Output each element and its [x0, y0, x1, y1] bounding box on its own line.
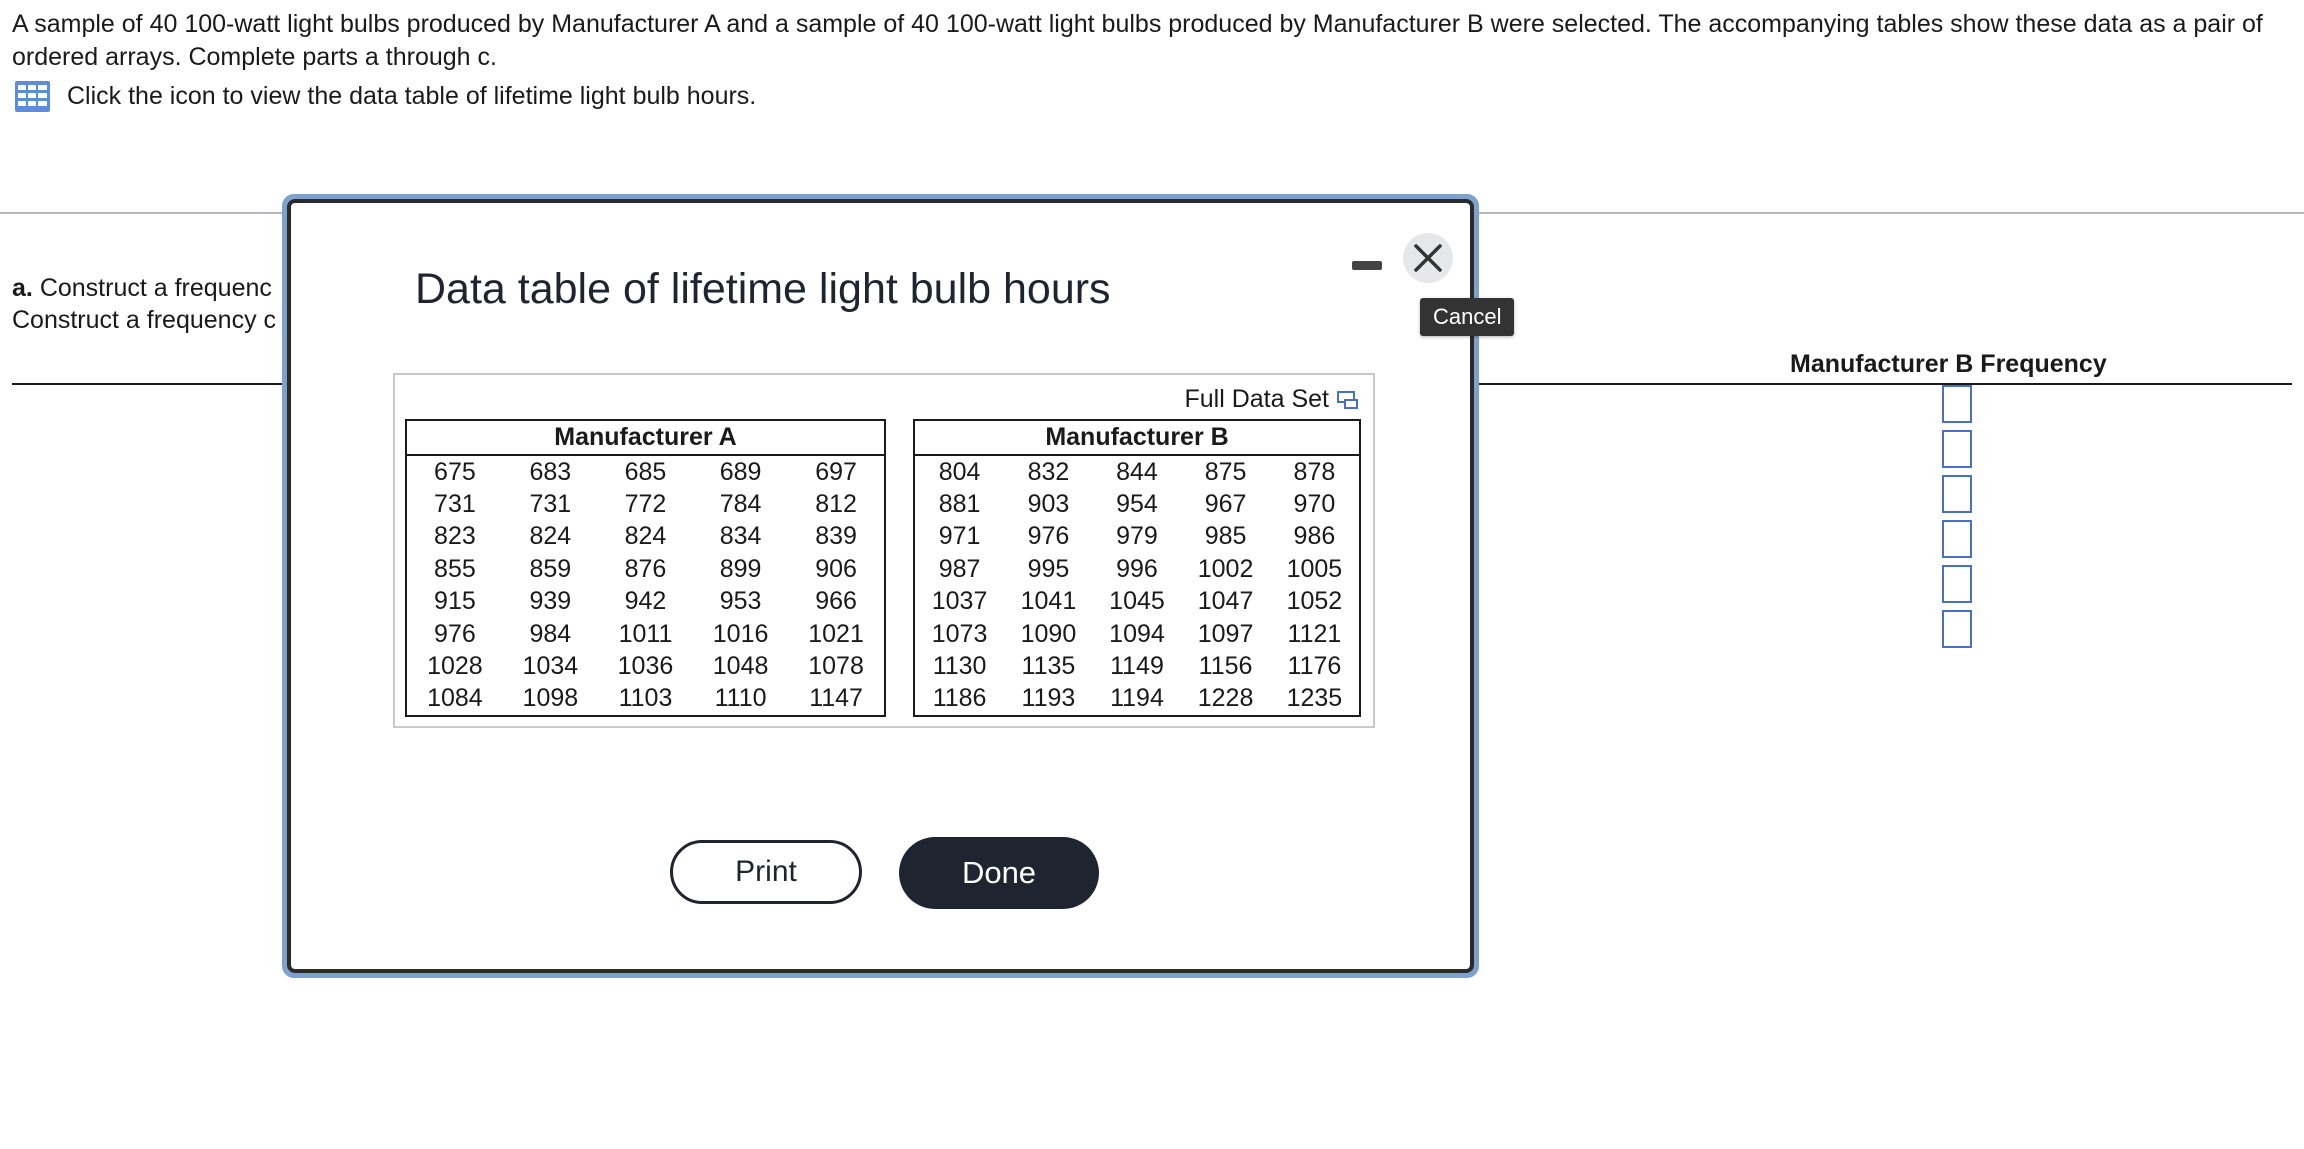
- table-row: [914, 521, 1360, 553]
- table-row: [406, 521, 885, 553]
- table-cell: 731: [434, 490, 476, 519]
- table-cell: 1149: [1110, 652, 1164, 681]
- table-cell: 784: [719, 490, 762, 519]
- full-data-set-link[interactable]: [1184, 385, 1359, 414]
- table-cell: 824: [624, 522, 667, 551]
- table-cell: 1041: [1020, 587, 1077, 616]
- table-cell: 875: [1204, 457, 1247, 486]
- table-cell: 986: [1293, 522, 1336, 551]
- table-cell: 1186: [932, 684, 987, 713]
- table-cell: 1176: [1287, 652, 1342, 681]
- table-row: [914, 488, 1360, 520]
- dialog-title: Data table of lifetime light bulb hours: [415, 265, 1111, 313]
- table-cell: 987: [938, 554, 981, 583]
- table-cell: 832: [1027, 457, 1070, 486]
- print-button[interactable]: Print: [670, 840, 862, 904]
- mfg-b-frequency-input[interactable]: [1942, 430, 1972, 468]
- table-row: [406, 650, 885, 682]
- table-cell: 1098: [522, 684, 579, 713]
- table-cell: 1016: [712, 619, 769, 648]
- table-cell: 1094: [1109, 619, 1165, 648]
- table-row: [406, 455, 885, 488]
- table-cell: 985: [1204, 522, 1247, 551]
- table-cell: 1097: [1197, 619, 1254, 648]
- table-cell: 1084: [427, 684, 483, 713]
- table-cell: 1090: [1020, 619, 1077, 648]
- mfg-b-frequency-input[interactable]: [1942, 385, 1972, 423]
- table-cell: 824: [529, 522, 572, 551]
- table-cell: 939: [529, 587, 572, 616]
- mfg-b-frequency-input[interactable]: [1942, 565, 1972, 603]
- table-cell: 685: [624, 457, 667, 486]
- table-cell: 834: [719, 522, 762, 551]
- table-row: [406, 683, 885, 716]
- table-cell: 953: [719, 587, 762, 616]
- table-cell: 1194: [1110, 684, 1164, 713]
- table-cell: 1037: [931, 587, 988, 616]
- part-a-line1: Construct a frequenc: [39, 274, 272, 302]
- done-button[interactable]: Done: [899, 837, 1099, 909]
- table-cell: 979: [1116, 522, 1158, 551]
- table-row: [406, 488, 885, 520]
- table-cell: 942: [624, 587, 667, 616]
- table-cell: 1034: [522, 652, 579, 681]
- table-cell: 1047: [1197, 587, 1254, 616]
- table-cell: 1028: [427, 652, 483, 681]
- table-cell: 970: [1293, 490, 1336, 519]
- table-cell: 903: [1027, 490, 1070, 519]
- cancel-tooltip: Cancel: [1420, 298, 1514, 336]
- table-cell: 1135: [1021, 652, 1076, 681]
- table-row: [406, 618, 885, 650]
- table-cell: 1021: [808, 619, 864, 648]
- table-cell: 823: [434, 522, 476, 551]
- table-cell: 984: [529, 619, 572, 648]
- table-cell: 1156: [1198, 652, 1253, 681]
- table-cell: 731: [529, 490, 572, 519]
- table-cell: 1121: [1287, 619, 1342, 648]
- data-table-icon[interactable]: [14, 80, 51, 113]
- table-cell: 683: [529, 457, 572, 486]
- table-cell: 675: [434, 457, 476, 486]
- table-cell: 812: [815, 490, 857, 519]
- table-cell: 1052: [1286, 587, 1343, 616]
- manufacturer-a-table: [405, 419, 886, 717]
- table-cell: 976: [1027, 522, 1070, 551]
- mfg-b-frequency-input[interactable]: [1942, 475, 1972, 513]
- part-a-label: a.: [12, 274, 33, 302]
- table-row: [914, 618, 1360, 650]
- table-cell: 1228: [1197, 684, 1254, 713]
- table-cell: 804: [938, 457, 981, 486]
- table-cell: 1103: [618, 684, 673, 713]
- table-row: [914, 455, 1360, 488]
- table-cell: 1193: [1021, 684, 1076, 713]
- table-cell: 772: [624, 490, 667, 519]
- copy-data-icon: [1337, 390, 1359, 410]
- data-table-dialog-frame: [282, 194, 1479, 978]
- table-cell: 1045: [1109, 587, 1165, 616]
- table-cell: 1036: [617, 652, 674, 681]
- table-cell: 1078: [808, 652, 864, 681]
- table-cell: 878: [1293, 457, 1336, 486]
- table-cell: 1002: [1197, 554, 1254, 583]
- table-cell: 1073: [931, 619, 988, 648]
- table-cell: 855: [434, 554, 476, 583]
- table-cell: 954: [1116, 490, 1158, 519]
- table-row: [406, 553, 885, 585]
- table-cell: 1110: [714, 684, 767, 713]
- table-cell: 1147: [809, 684, 863, 713]
- table-cell: 689: [719, 457, 762, 486]
- table-cell: 859: [529, 554, 572, 583]
- table-cell: 996: [1116, 554, 1158, 583]
- data-table-link-text: Click the icon to view the data table of lifetime light bulb hours.: [67, 82, 757, 110]
- table-row: [914, 683, 1360, 716]
- table-cell: 881: [938, 490, 981, 519]
- mfg-b-frequency-header: Manufacturer B Frequency: [1790, 350, 2107, 378]
- table-cell: 915: [434, 587, 476, 616]
- data-table-dialog: [287, 199, 1474, 973]
- table-cell: 966: [815, 587, 857, 616]
- table-row: [406, 586, 885, 618]
- table-cell: 1130: [932, 652, 987, 681]
- close-icon: [1413, 243, 1443, 273]
- table-row: [914, 586, 1360, 618]
- table-cell: 906: [815, 554, 857, 583]
- mfg-b-frequency-input[interactable]: [1942, 610, 1972, 648]
- table-cell: 697: [815, 457, 857, 486]
- data-panel: [393, 373, 1375, 728]
- table-cell: 844: [1116, 457, 1158, 486]
- close-button[interactable]: [1403, 233, 1453, 283]
- mfg-b-frequency-input[interactable]: [1942, 520, 1972, 558]
- manufacturer-b-header: Manufacturer B: [914, 420, 1360, 455]
- table-cell: 1235: [1286, 684, 1343, 713]
- table-cell: 995: [1027, 554, 1070, 583]
- table-cell: 976: [434, 619, 476, 648]
- minimize-icon[interactable]: [1352, 261, 1382, 270]
- table-cell: 967: [1204, 490, 1247, 519]
- table-row: [914, 650, 1360, 682]
- table-cell: 1005: [1286, 554, 1343, 583]
- table-cell: 839: [815, 522, 857, 551]
- table-row: [914, 553, 1360, 585]
- data-table-link-row: [14, 80, 756, 113]
- table-cell: 1048: [712, 652, 769, 681]
- problem-intro: A sample of 40 100-watt light bulbs produced by Manufacturer A and a sample of 40 100-watt light bulbs produced by Manufacturer B were selected. The accompanying tables show these data as a pair of ordered arrays. Complete parts a through c.: [12, 10, 2263, 71]
- manufacturer-a-header: Manufacturer A: [406, 420, 885, 455]
- table-cell: 876: [624, 554, 667, 583]
- part-a-line2: Construct a frequency c: [12, 306, 277, 334]
- full-data-set-label: Full Data Set: [1184, 385, 1329, 413]
- table-cell: 1011: [618, 619, 673, 648]
- table-cell: 971: [938, 522, 981, 551]
- table-cell: 899: [719, 554, 762, 583]
- manufacturer-b-table: [913, 419, 1361, 717]
- part-a-prompt: [12, 272, 276, 336]
